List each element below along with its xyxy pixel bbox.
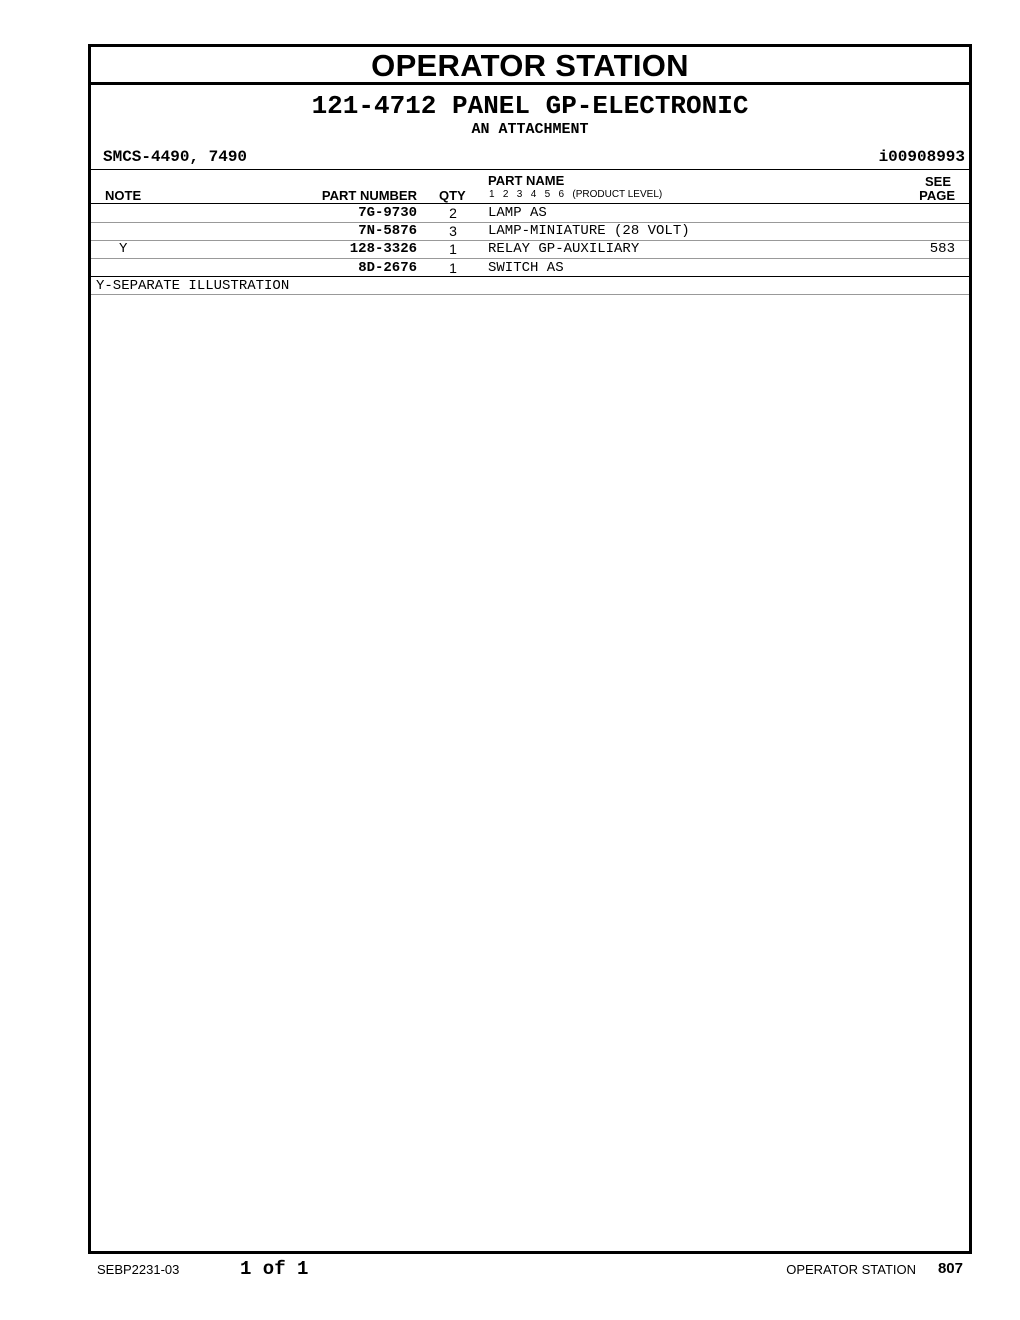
- col-header-note: NOTE: [105, 188, 142, 203]
- row-qty: 3: [449, 223, 457, 239]
- group-title: 121-4712 PANEL GP-ELECTRONIC: [311, 91, 749, 121]
- table-row: [91, 240, 969, 258]
- col-header-see: SEE: [924, 174, 951, 189]
- row-part-name: LAMP AS: [488, 205, 547, 221]
- table-row: [91, 204, 969, 222]
- row-part-name: LAMP-MINIATURE (28 VOLT): [488, 223, 690, 239]
- footer-page-number: 807: [937, 1260, 963, 1277]
- col-header-qty: QTY: [439, 188, 466, 203]
- row-part-number: 128-3326: [349, 241, 417, 257]
- row-part-number: 7G-9730: [358, 205, 417, 221]
- row-qty: 1: [449, 260, 457, 276]
- footer-document-id: SEBP2231-03: [97, 1262, 180, 1277]
- footer-section: OPERATOR STATION: [786, 1262, 916, 1277]
- row-note: Y: [119, 241, 128, 257]
- col-header-product-levels: 1 2 3 4 5 6 (PRODUCT LEVEL): [489, 189, 663, 200]
- group-subtitle: AN ATTACHMENT: [471, 121, 589, 138]
- smcs-code: SMCS-4490, 7490: [103, 148, 248, 166]
- row-qty: 1: [449, 241, 457, 257]
- section-title: OPERATOR STATION: [91, 47, 969, 85]
- table-row: [91, 259, 969, 277]
- row-see-page: 583: [929, 241, 955, 257]
- row-part-number: 8D-2676: [358, 260, 417, 276]
- row-qty: 2: [449, 205, 457, 221]
- col-header-part-number: PART NUMBER: [321, 188, 417, 203]
- footer-page-of: 1 of 1: [240, 1258, 309, 1280]
- page-frame: [88, 44, 972, 1254]
- row-part-number: 7N-5876: [358, 223, 417, 239]
- col-header-page: PAGE: [919, 188, 955, 203]
- footnote: Y-SEPARATE ILLUSTRATION: [96, 278, 290, 294]
- illustration-id: i00908993: [878, 148, 965, 166]
- col-header-part-name: PART NAME: [488, 173, 565, 188]
- footnote-divider: [91, 294, 969, 295]
- header-divider: [91, 169, 969, 170]
- row-part-name: SWITCH AS: [488, 260, 564, 276]
- row-part-name: RELAY GP-AUXILIARY: [488, 241, 640, 257]
- table-row: [91, 222, 969, 240]
